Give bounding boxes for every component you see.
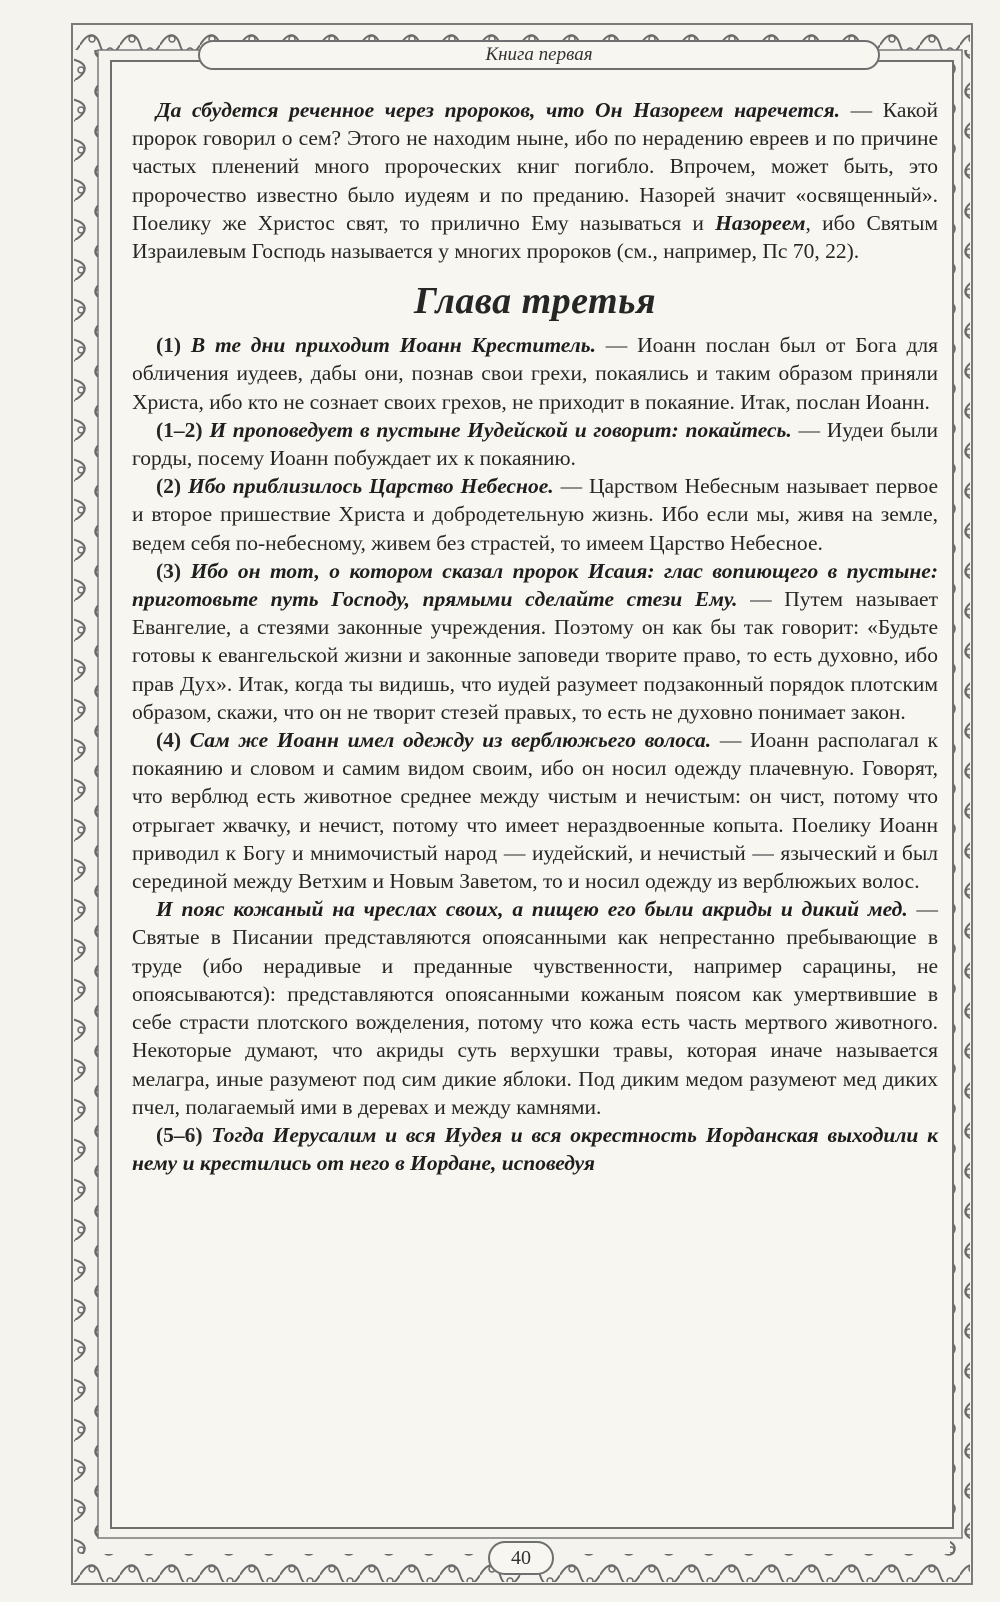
- commentary: — Какой пророк говорил о сем? Этого не находим ныне, ибо по нерадению евреев и по причине частых пленений много пророческих книг погибло. Впрочем, может быть, это пророчество известно было иудеям и по преданию. Назорей значит «освященный». Поелику же Христос свят, то прилично Ему называться и: [132, 98, 938, 235]
- running-header: [198, 40, 880, 70]
- verse-paragraph: [132, 472, 938, 557]
- chapter-title: Глава третья: [413, 280, 657, 323]
- commentary: — Святые в Писании представляются опоясанными как непрестанно пребывающие в труде (ибо нерадивые и преданные чувственности, например сарацины, не опоясываются): представляются опоясанными кожаным поясом как умертвившие в себе страсти плотского вожделения, потому что кожа есть часть мертвого животного. Некоторые думают, что акриды суть верхушки травы, которая иначе называется мелагра, иные разумеют под сим дикие яблоки. Под диким медом разумеют мед диких пчел, полагаемый ими в деревах и между камнями.: [132, 897, 938, 1119]
- page-number-badge: [488, 1541, 554, 1575]
- verse-paragraph: [132, 1121, 938, 1177]
- lemma: В те дни приходит Иоанн Креститель.: [190, 333, 597, 358]
- lemma: Сам же Иоанн имел одежду из верблюжьего волоса.: [189, 728, 712, 753]
- commentary: — Иоанн располагал к покаянию и словом и самим видом своим, ибо он носил одежду плачевную. Говорят, что верблюд есть животное среднее между чистым и нечистым: он чист, потому что отрыгает жвачку, и нечист, потому что имеет нераздвоенные копыта. Поелику Иоанн приводил к Богу и мнимочистый народ — иудейский, и нечистый — языческий и был серединой между Ветхим и Новым Заветом, то и носил одежду из верблюжьих волос.: [132, 728, 939, 894]
- verse-paragraph: [132, 557, 938, 726]
- commentary: — Царством Небесным называет первое и второе пришествие Христа и добродетельную жизнь. Ибо если мы, живя на земле, ведем себя по-небесному, живем без страстей, то имеем Царство Небесное.: [132, 474, 938, 555]
- lemma: Ибо он тот, о котором сказал пророк Исаия: глас вопиющего в пустыне: приготовьте путь Господу, прямыми сделайте стези Ему.: [132, 558, 938, 612]
- verse-number: (1–2): [156, 417, 203, 442]
- lemma: И проповедует в пустыне Иудейской и говорит: покайтесь.: [209, 417, 792, 442]
- verse-number: (4): [156, 728, 182, 753]
- page-number: 40: [511, 1547, 531, 1569]
- lemma: Назореем: [715, 210, 806, 235]
- commentary: — Путем называет Евангелие, а стезями законные учреждения. Поэтому он как бы так говорит: «Будьте готовы к евангельской жизни и законные заповеди творите право, то есть духовно, ибо прав Дух». Итак, когда ты видишь, что иудей разумеет подзаконный порядок плотским образом, скажи, что он не творит стезей правых, то есть не духовно понимает закон.: [132, 587, 938, 724]
- verse-number: (5–6): [156, 1122, 203, 1147]
- lemma: Да сбудется реченное через пророков, что Он Назореем наречется.: [156, 98, 841, 122]
- verse-number: (3): [156, 558, 182, 583]
- verse-paragraph: [132, 895, 938, 1121]
- body-text: [132, 96, 938, 1177]
- lemma: И пояс кожаный на чреслах своих, а пищею его были акриды и дикий мед.: [156, 897, 908, 922]
- lemma: Ибо приблизилось Царство Небесное.: [187, 474, 554, 499]
- verse-paragraph: [132, 331, 938, 416]
- intro-paragraph: [132, 96, 938, 265]
- verse-paragraph: [132, 726, 938, 895]
- commentary: — Иоанн послан был от Бога для обличения иудеев, дабы они, познав свои грехи, покаялись и таким образом приняли Христа, ибо кто не сознает своих грехов, не приходит в покаяние. Итак, послан Иоанн.: [132, 333, 939, 414]
- verse-number: (1): [156, 333, 182, 358]
- verse-number: (2): [156, 474, 182, 499]
- verse-paragraph: [132, 416, 938, 472]
- running-header-title: Книга первая: [473, 42, 604, 68]
- commentary: , ибо Святым Израилевым Господь называется у многих пророков (см., например, Пс 70, 22).: [132, 210, 938, 264]
- lemma: Тогда Иерусалим и вся Иудея и вся окрестность Иорданская выходили к нему и крестились от него в Иордане, исповедуя: [132, 1122, 938, 1176]
- commentary: — Иудеи были горды, посему Иоанн побуждает их к покаянию.: [132, 417, 938, 471]
